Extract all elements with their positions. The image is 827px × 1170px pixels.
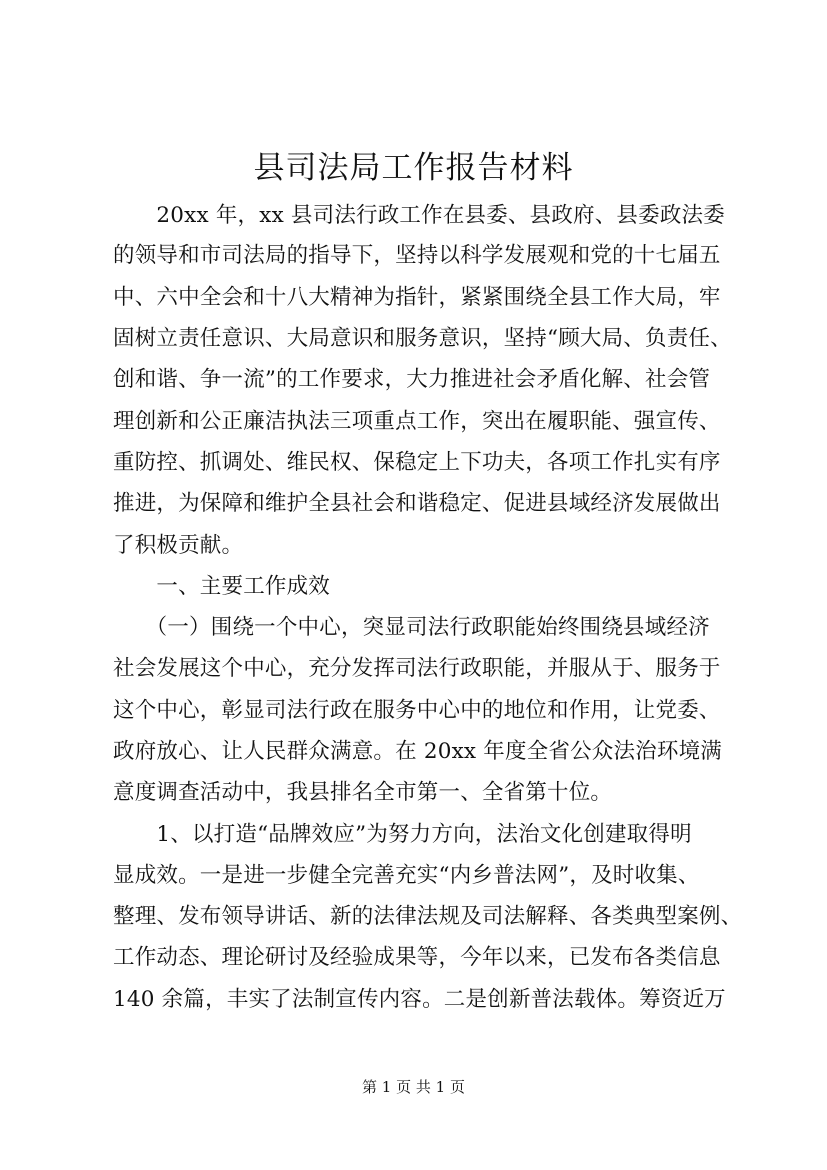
body-line: 工作动态、理论研讨及经验成果等，今年以来，已发布各类信息 bbox=[113, 945, 721, 970]
body-line: 140 余篇，丰实了法制宣传内容。二是创新普法载体。筹资近万 bbox=[113, 987, 726, 1012]
page-footer: 第 1 页 共 1 页 bbox=[362, 1078, 465, 1096]
body-line: 重防控、抓调处、维民权、保稳定上下功夫，各项工作扎实有序 bbox=[113, 450, 721, 475]
body-line: 社会发展这个中心，充分发挥司法行政职能，并服从于、服务于 bbox=[113, 656, 721, 681]
body-line: 中、六中全会和十八大精神为指针，紧紧围绕全县工作大局，牢 bbox=[113, 285, 721, 310]
body-line: 理创新和公正廉洁执法三项重点工作，突出在履职能、强宣传、 bbox=[113, 409, 721, 434]
document-title: 县司法局工作报告材料 bbox=[253, 150, 574, 186]
body-line: 整理、发布领导讲话、新的法律法规及司法解释、各类典型案例、 bbox=[113, 904, 743, 929]
body-line: （一）围绕一个中心，突显司法行政职能始终围绕县域经济 bbox=[113, 615, 710, 640]
body-line: 显成效。一是进一步健全完善充实“内乡普法网”，及时收集、 bbox=[113, 863, 700, 888]
body-line: 的领导和市司法局的指导下，坚持以科学发展观和党的十七届五 bbox=[113, 243, 721, 268]
body-line: 创和谐、争一流”的工作要求，大力推进社会矛盾化解、社会管 bbox=[113, 367, 711, 392]
body-line: 了积极贡献。 bbox=[113, 533, 244, 558]
body-line: 推进，为保障和维护全县社会和谐稳定、促进县域经济发展做出 bbox=[113, 491, 721, 516]
body-line: 这个中心，彰显司法行政在服务中心中的地位和作用，让党委、 bbox=[113, 698, 721, 723]
body-line: 20xx 年，xx 县司法行政工作在县委、县政府、县委政法委 bbox=[113, 203, 725, 228]
body-line: 1、以打造“品牌效应”为努力方向，法治文化创建取得明 bbox=[113, 822, 692, 847]
body-line: 意度调查活动中，我县排名全市第一、全省第十位。 bbox=[113, 780, 613, 805]
section-heading: 一、主要工作成效 bbox=[113, 574, 331, 599]
body-line: 固树立责任意识、大局意识和服务意识，坚持“顾大局、负责任、 bbox=[113, 326, 732, 351]
body-line: 政府放心、让人民群众满意。在 20xx 年度全省公众法治环境满 bbox=[113, 739, 722, 764]
